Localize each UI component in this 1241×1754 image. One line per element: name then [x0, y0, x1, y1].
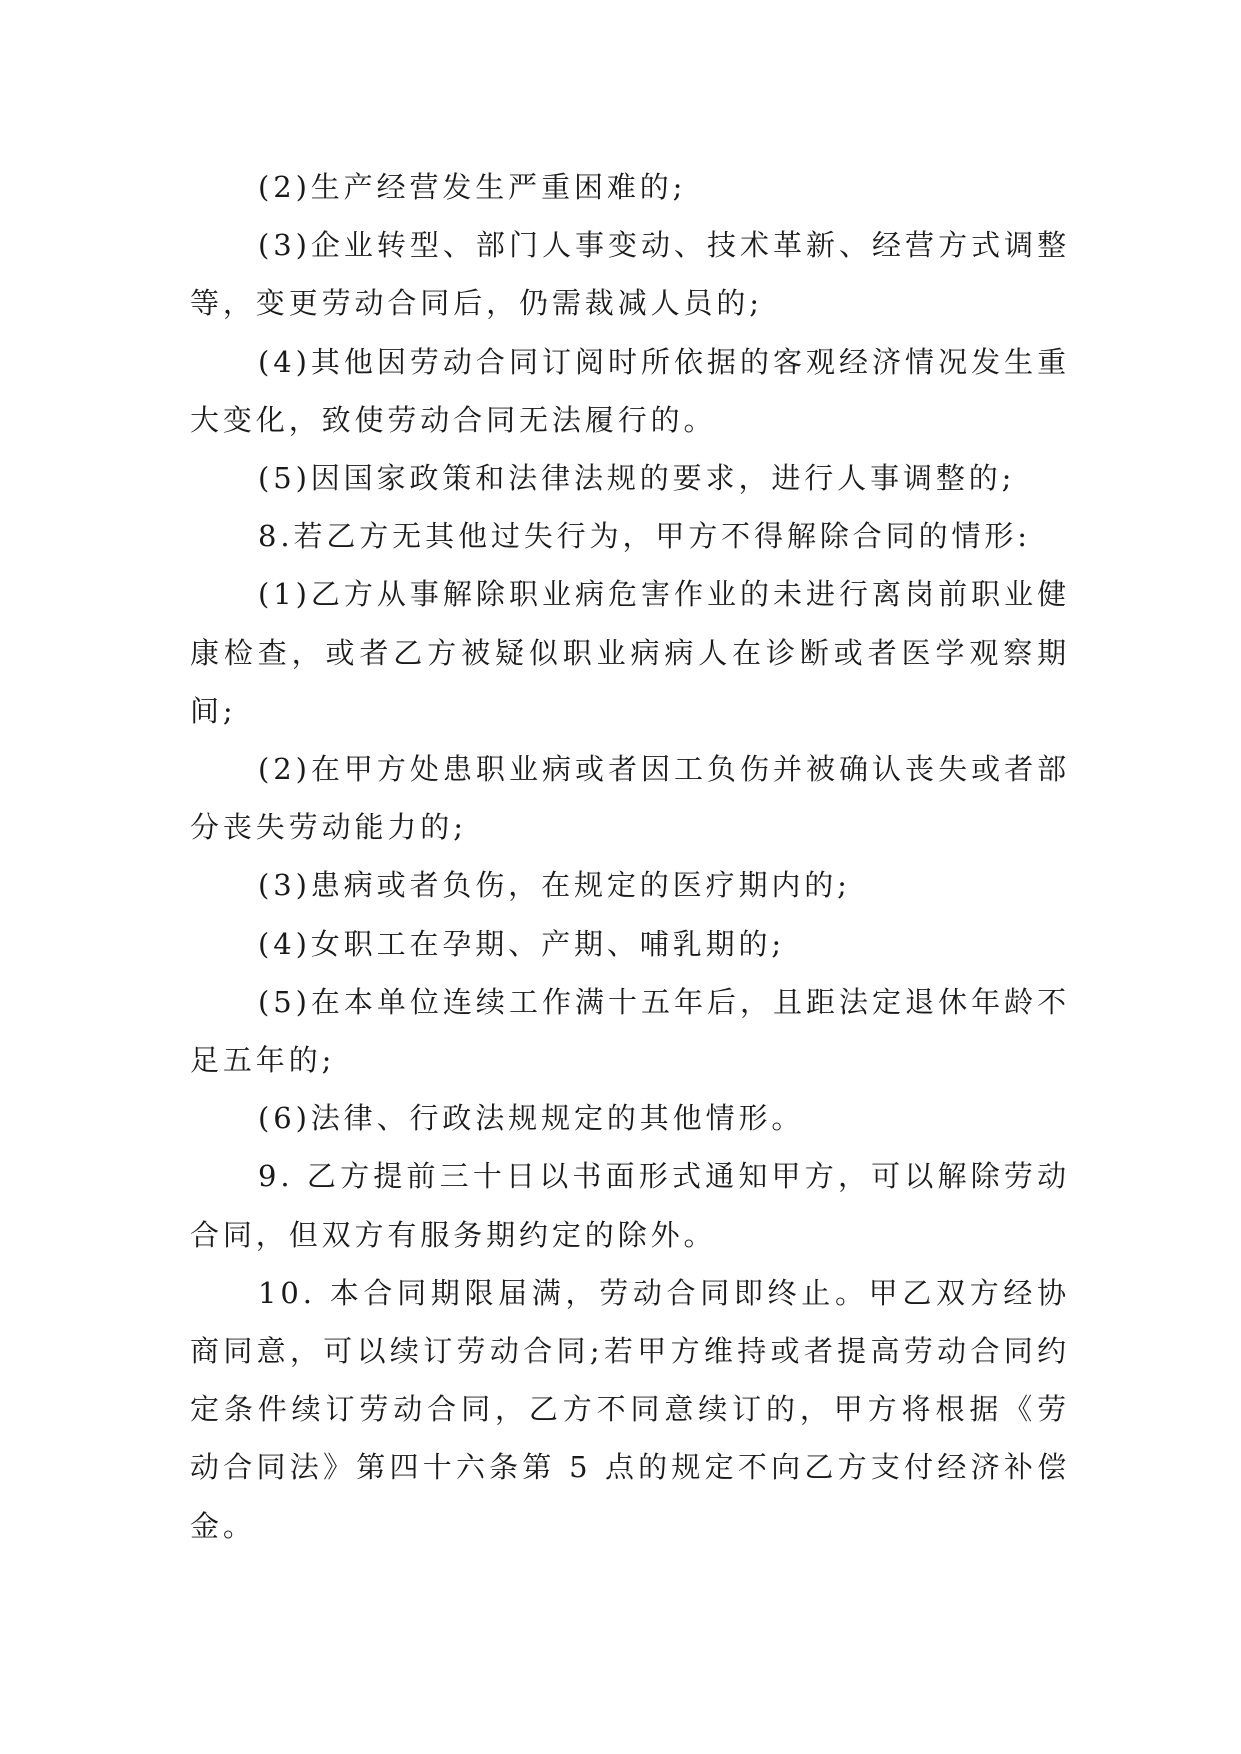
section-8-item-6: (6)法律、行政法规规定的其他情形。 [258, 1101, 805, 1136]
section-8-item-2: (2)在甲方处患职业病或者因工负伤并被确认丧失或者部分丧失劳动能力的; [190, 752, 1070, 845]
section-8-item-4: (4)女职工在孕期、产期、哺乳期的; [258, 926, 786, 961]
section-8-heading: 8.若乙方无其他过失行为，甲方不得解除合同的情形: [258, 519, 1031, 554]
section-10: 10. 本合同期限届满，劳动合同即终止。甲乙双方经协商同意，可以续订劳动合同;若甲方维持或者提高劳动合同约定条件续订劳动合同，乙方不同意续订的，甲方将根据《劳动合同法》第四十六条第 5 点的规定不向乙方支付经济补偿金。 [190, 1275, 1070, 1543]
clause-2-severe-difficulty: (2)生产经营发生严重困难的; [258, 170, 687, 204]
section-8-item-1: (1)乙方从事解除职业病危害作业的未进行离岗前职业健康检查，或者乙方被疑似职业病病人在诊断或者医学观察期间; [190, 577, 1070, 728]
section-8-item-5: (5)在本单位连续工作满十五年后，且距法定退休年龄不足五年的; [190, 984, 1070, 1078]
document-body [190, 158, 1070, 1555]
clause-3-restructuring: (3)企业转型、部门人事变动、技术革新、经营方式调整等，变更劳动合同后，仍需裁减人员的; [190, 228, 1070, 321]
clause-5-policy-adjustment: (5)因国家政策和法律法规的要求，进行人事调整的; [258, 461, 1016, 496]
section-8-item-3: (3)患病或者负伤，在规定的医疗期内的; [258, 868, 851, 903]
section-9: 9. 乙方提前三十日以书面形式通知甲方，可以解除劳动合同，但双方有服务期约定的除外。 [190, 1159, 1070, 1252]
clause-4-economic-change: (4)其他因劳动合同订阅时所依据的客观经济情况发生重大变化，致使劳动合同无法履行的。 [190, 344, 1070, 437]
